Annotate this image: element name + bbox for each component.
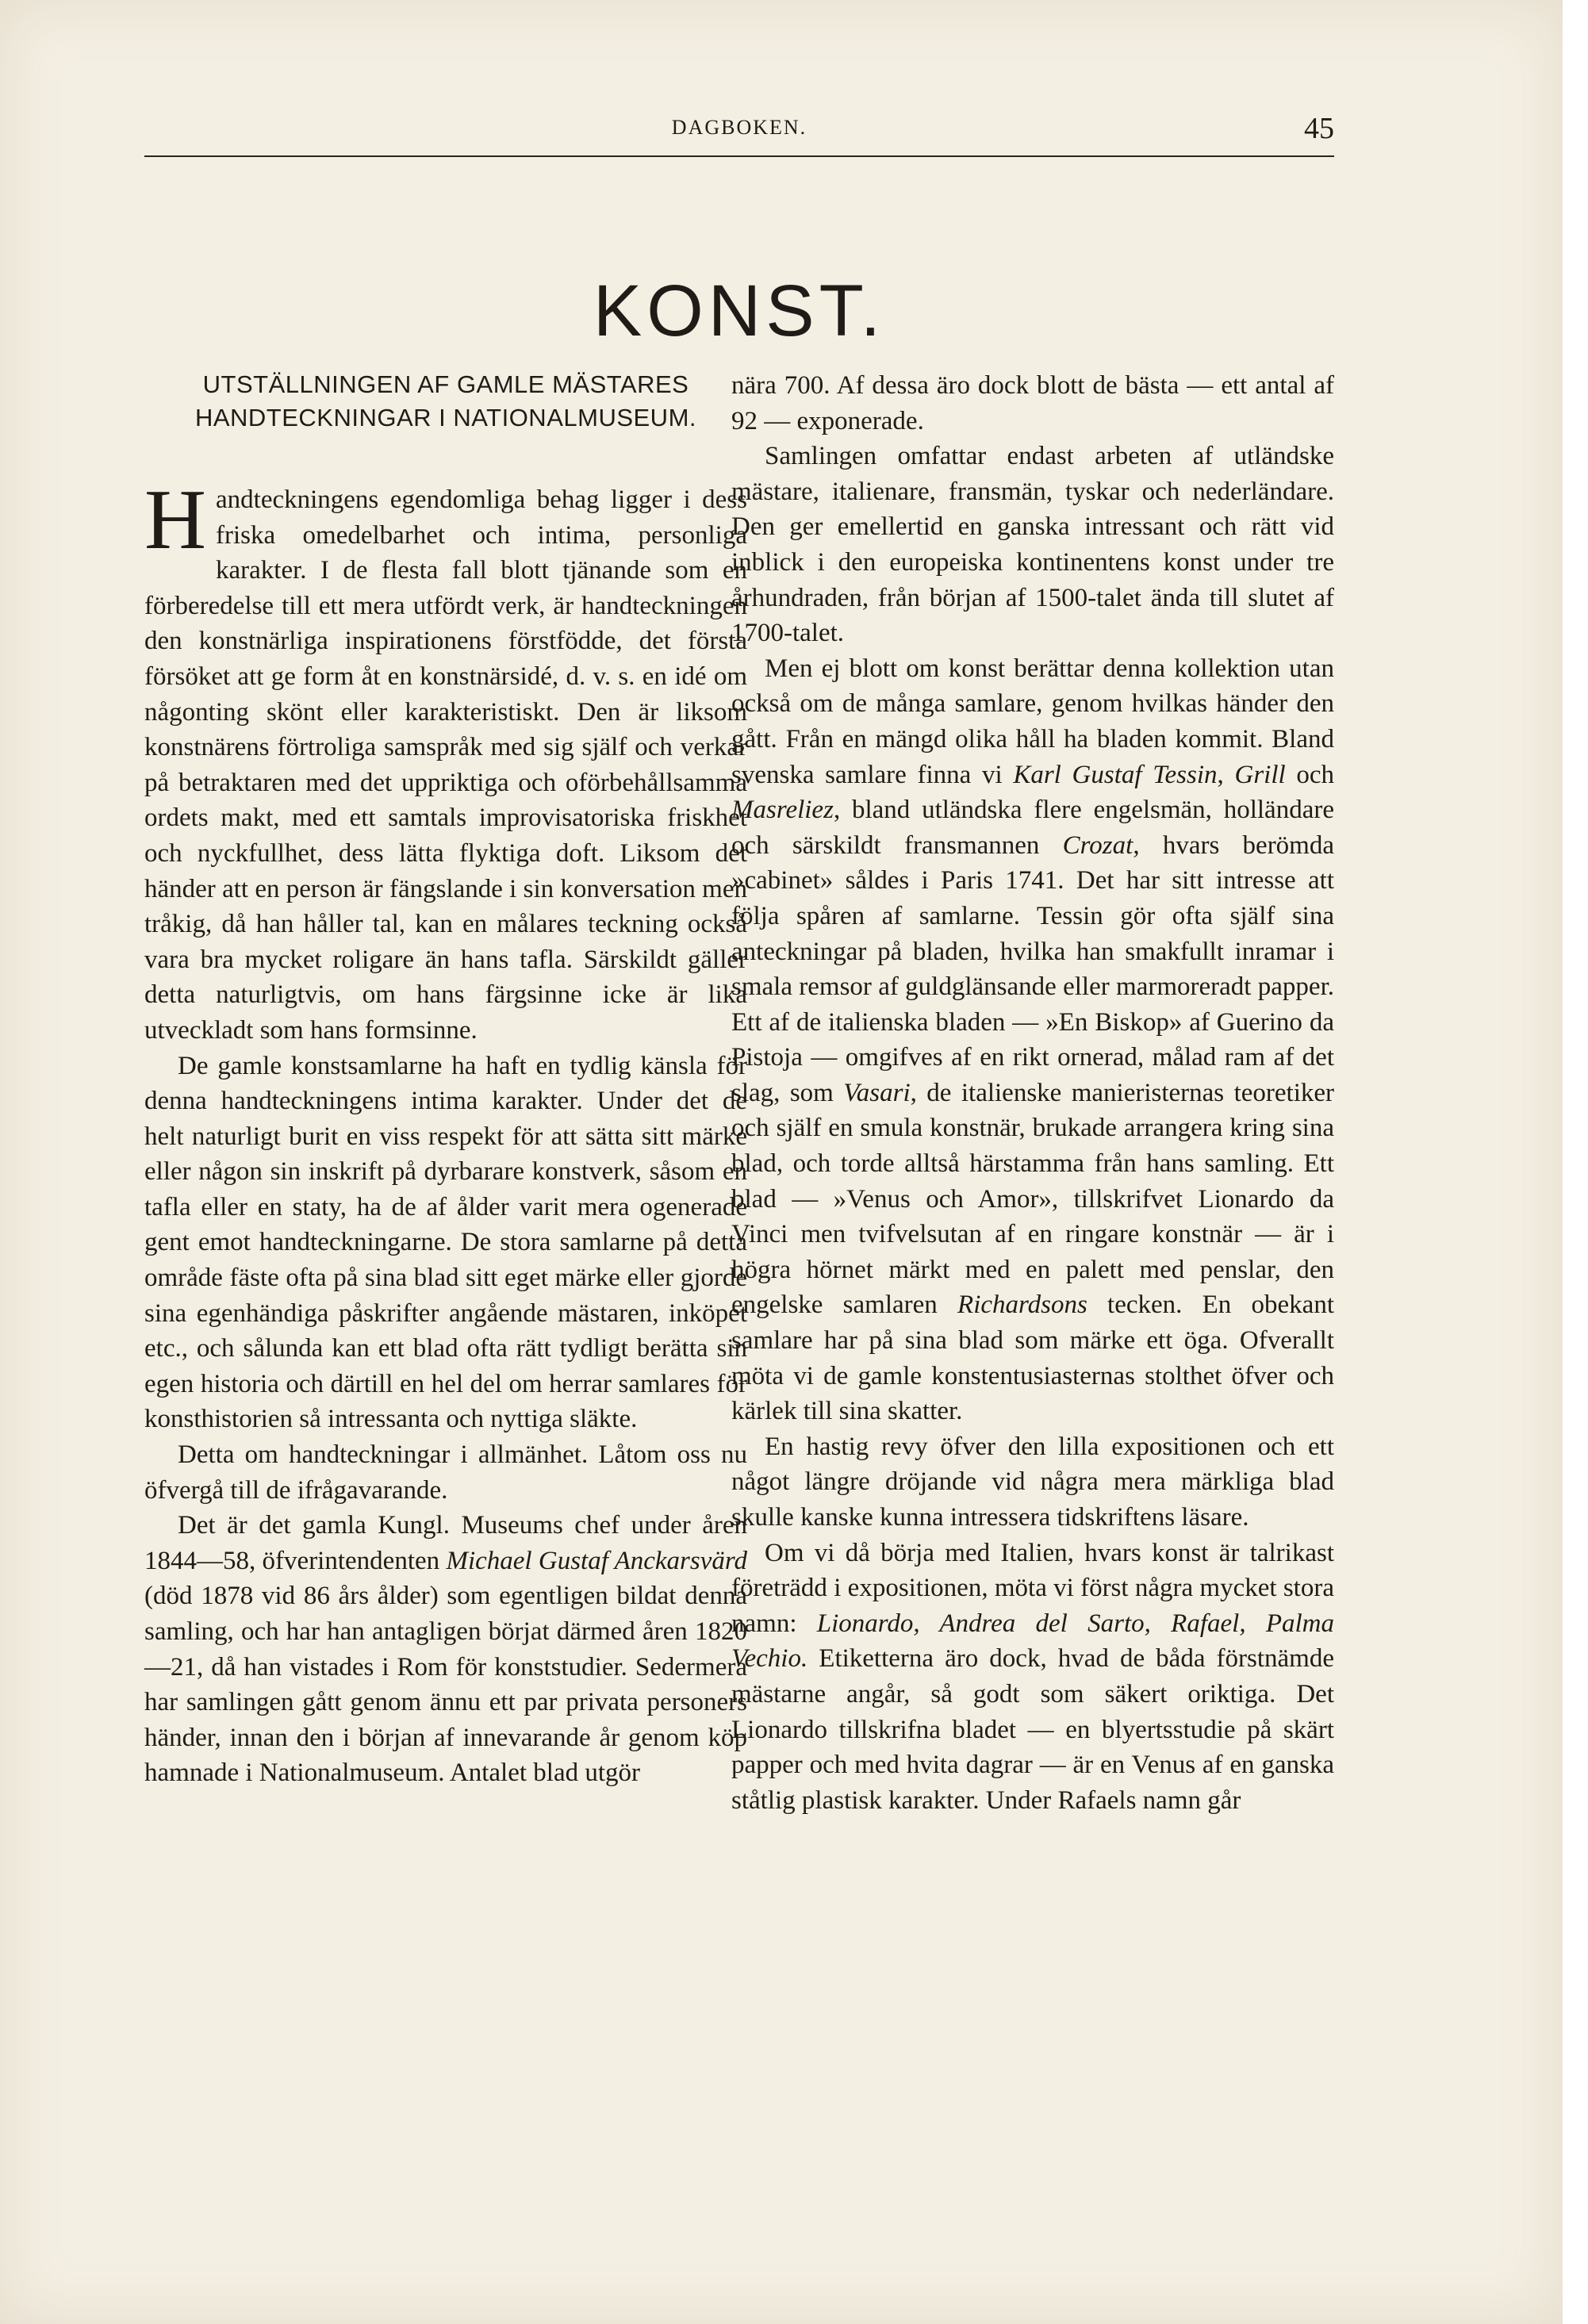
person-name: Vasari <box>843 1078 911 1107</box>
article-heading: UTSTÄLLNINGEN AF GAMLE MÄSTARES HANDTECKNINGAR I NATIONALMUSEUM. <box>194 370 697 431</box>
paragraph-7: Men ej blott om konst berättar denna kollektion utan också om de många samlare, genom hvilkas händer den gått. Från en mängd olika håll ha bladen kommit. Bland svenska samlare finna vi Karl Gustaf Tessin, Grill och Masreliez, bland utländska flere engelsmän, holländare och särskildt fransmannen Crozat, hvars berömda »cabinet» såldes i Paris 1741. Det har sitt intresse att följa spåren af samlarne. Tessin gör ofta själf sina anteckningar på bladen, hvilka han smakfullt inramar i smala remsor af guldglänsande eller marmoreradt papper. Ett af de italienska bladen — »En Biskop» af Guerino da Pistoja — omgifves af en rikt ornerad, målad ram af det slag, som Vasari, de italienske manieristernas teoretiker och själf en smula konstnär, brukade arrangera kring sina blad, och torde alltså härstamma från hans samling. Ett blad — »Venus och Amor», tillskrifvet Lionardo da Vinci men tvifvelsutan af en ringare konstnär — är i högra hörnet märkt med en palett med penslar, den engelske samlaren Richardsons tecken. En obekant samlare har på sina blad som märke ett öga. Ofverallt möta vi de gamle konstentusiasternas stolthet öfver och kärlek till sina skatter. <box>731 654 1335 1426</box>
paragraph-2: De gamle konstsamlarne ha haft en tydlig känsla för denna handteckningens intima karakter. Under det de helt naturligt burit en viss respekt för att sätta sitt märke eller någon sin inskrift på dyrbarare konstverk, såsom en tafla eller en staty, ha de af ålder varit mera ogenerade gent emot handteckningarne. De stora samlarne på detta område fäste ofta på sina blad sitt eget märke eller gjorde sina egenhändiga påskrifter angående mästaren, inköpet etc., och sålunda kan ett blad ofta rätt tydligt berätta sin egen historia och därtill en hel del om herrar samlares för konsthistorien så intressanta och nyttiga släkte. <box>144 1051 747 1434</box>
person-name: Richardsons <box>957 1290 1087 1320</box>
paragraph-1: Handteckningens egendomliga behag ligger i dess friska omedelbarhet och intima, personliga karakter. I de flesta fall blott tjänande som en förberedelse till ett mera utfördt verk, är handteckningen den konstnärliga inspirationens förstfödde, det första försöket att ge form åt en konstnärsidé, d. v. s. en idé om någonting skönt eller karakteristiskt. Den är liksom konstnärens förtroliga samspråk med sig själf och verkar på betraktaren med det uppriktiga och oförbehållsamma ordets makt, med ett samtals improvisatoriska friskhet och nyckfullhet, dess lätta flyktiga doft. Liksom det händer att en person är fängslande i sin konversation men tråkig, då han håller tal, kan en målares teckning också vara bra mycket roligare än hans tafla. Särskildt gäller detta naturligtvis, om hans färgsinne icke är lika utveckladt som hans formsinne. <box>144 473 747 1045</box>
person-name: Grill <box>1234 760 1286 789</box>
paragraph-6: Samlingen omfattar endast arbeten af utländske mästare, italienare, fransmän, tyskar och nederländare. Den ger emellertid en ganska intressant och rätt vid inblick i den europeiska kontinentens konst under tre århundraden, från början af 1500-talet ända till slutet af 1700-talet. <box>731 442 1334 648</box>
person-name: Crozat <box>1062 830 1133 860</box>
person-name: Masreliez <box>731 796 834 825</box>
person-name: Karl Gustaf Tessin <box>1013 760 1218 789</box>
running-head-title: DAGBOKEN. <box>671 116 807 139</box>
paragraph-3: Detta om handteckningar i allmänhet. Låtom oss nu öfvergå till de ifrågavarande. <box>144 1440 747 1505</box>
person-name: Michael Gustaf Anckarsvärd <box>446 1546 748 1575</box>
left-column <box>144 368 747 1791</box>
page-number: 45 <box>1304 112 1334 145</box>
right-column <box>731 368 1334 1818</box>
paragraph-8: En hastig revy öfver den lilla expositionen och ett något längre dröjande vid några mera märkliga blad skulle kanske kunna intressera tidskriftens läsare. <box>731 1432 1334 1532</box>
person-names: Lionardo, Andrea del Sarto, Rafael, Palma Vechio. <box>731 1609 1334 1674</box>
paragraph-4: Det är det gamla Kungl. Museums chef under åren 1844—58, öfverintendenten Michael Gustaf Anckarsvärd (död 1878 vid 86 års ålder) som egentligen bildat denna samling, och har han antagligen börjat därmed åren 1820—21, då han vistades i Rom för konststudier. Sedermera har samlingen gått genom ännu ett par privata personers händer, innan den i början af innevarande år genom köp hamnade i Nationalmuseum. Antalet blad utgör <box>144 1511 748 1788</box>
header-rule <box>144 155 1334 157</box>
paragraph-9: Om vi då börja med Italien, hvars konst är talrikast företrädd i expositionen, möta vi först några mycket stora namn: Lionardo, Andrea del Sarto, Rafael, Palma Vechio. Etiketterna äro dock, hvad de båda förstnämde mästarne angår, så godt som säkert oriktiga. Det Lionardo tillskrifna bladet — en blyertsstudie på skärt papper och med hvita dagrar — är en Venus af en ganska ståtlig plastisk karakter. Under Rafaels namn går <box>731 1538 1334 1815</box>
page-edge <box>1563 0 1588 2324</box>
running-head <box>144 111 1334 159</box>
section-title: KONST. <box>593 270 886 351</box>
paragraph-5: nära 700. Af dessa äro dock blott de bästa — ett antal af 92 — exponerade. <box>731 371 1334 435</box>
drop-cap: H <box>144 473 206 567</box>
